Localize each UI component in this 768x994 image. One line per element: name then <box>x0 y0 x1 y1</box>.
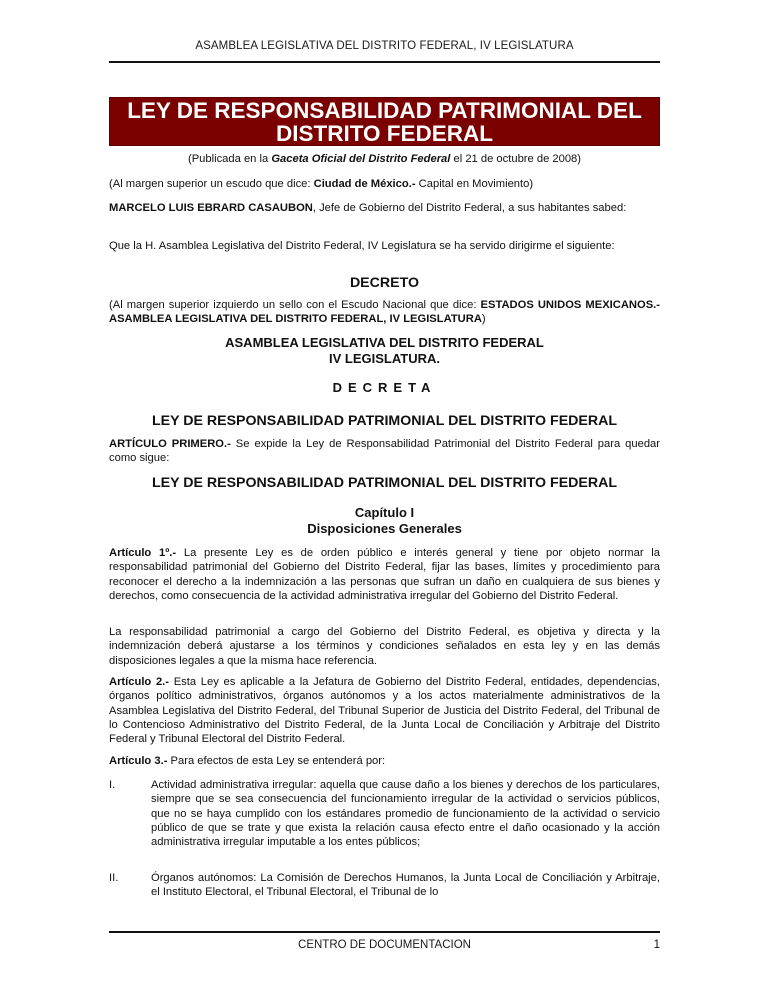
running-header: ASAMBLEA LEGISLATIVA DEL DISTRITO FEDERAL, IV LEGISLATURA <box>195 40 574 52</box>
article-1-text: La presente Ley es de orden público e interés general y tiene por objeto normar la responsabilidad patrimonial del Gobierno del Distrito Federal, fijar las bases, límites y procedimiento para reconocer el derecho a la indemnización a las personas que sufran un daño en cualquiera de sus bienes y derechos, como consecuencia de la actividad administrativa irregular del Gobierno del Distrito Federal. <box>109 547 660 602</box>
assembly-line-1: ASAMBLEA LEGISLATIVA DEL DISTRITO FEDERAL <box>225 335 544 350</box>
article-2 <box>109 675 660 746</box>
governor-paragraph <box>109 201 660 215</box>
definition-number: I. <box>109 779 116 791</box>
assembly-heading <box>109 335 660 367</box>
article-3 <box>109 754 660 768</box>
seal-note-bold: ESTADOS UNIDOS MEXICANOS.- ASAMBLEA LEGISLATIVA DEL DISTRITO FEDERAL, IV LEGISLATURA <box>109 299 661 326</box>
law-title-line-1: LEY DE RESPONSABILIDAD PATRIMONIAL DEL <box>127 98 642 123</box>
seal-note-suffix: ) <box>481 313 486 326</box>
margin-note-suffix: Capital en Movimiento) <box>415 178 534 190</box>
seal-note <box>109 298 660 327</box>
article-1 <box>109 546 660 603</box>
articulo-primero <box>109 437 660 466</box>
margin-note-bold: Ciudad de México.- <box>313 178 416 190</box>
definition-item <box>109 778 660 868</box>
law-title-banner <box>109 97 660 146</box>
gazette-name: Gaceta Oficial del Distrito Federal <box>271 153 451 165</box>
decreto-heading: DECRETO <box>349 275 420 291</box>
footer-rule <box>109 931 660 933</box>
article-3-text: Para efectos de esta Ley se entenderá por: <box>167 755 386 767</box>
chapter-name: Disposiciones Generales <box>307 521 462 536</box>
definition-text: Órganos autónomos: La Comisión de Derechos Humanos, la Junta Local de Conciliación y Arbitraje, el Instituto Electoral, el Tribunal Electoral, el Tribunal de lo <box>151 872 660 899</box>
page-number: 1 <box>653 939 660 951</box>
articulo-primero-label: ARTÍCULO PRIMERO.- <box>109 438 231 450</box>
law-heading-1: LEY DE RESPONSABILIDAD PATRIMONIAL DEL DISTRITO FEDERAL <box>151 413 618 429</box>
header-rule <box>109 61 660 63</box>
article-3-label: Artículo 3.- <box>109 755 168 767</box>
margin-note-prefix: (Al margen superior un escudo que dice: <box>109 178 314 190</box>
definition-text: Actividad administrativa irregular: aquella que cause daño a los bienes y derechos de los particulares, siempre que se sea consecuencia del funcionamiento irregular de la actividad o servicios públicos, que no se haya cumplido con los estándares promedio de funcionamiento de la actividad o servicio público de que se trate y que exista la relación causa efecto entre el daño ocasionado y la acción administrativa irregular imputable a los entes públicos; <box>151 779 660 849</box>
governor-text: , Jefe de Gobierno del Distrito Federal, a sus habitantes sabed: <box>312 202 627 214</box>
chapter-heading <box>109 505 660 537</box>
law-heading-2: LEY DE RESPONSABILIDAD PATRIMONIAL DEL DISTRITO FEDERAL <box>151 475 618 491</box>
law-title-line-2: DISTRITO FEDERAL <box>275 121 494 146</box>
margin-note <box>109 177 660 191</box>
article-2-label: Artículo 2.- <box>109 676 170 688</box>
publication-prefix: (Publicada en la <box>187 153 272 165</box>
chapter-number: Capítulo I <box>354 505 415 520</box>
intro-paragraph: Que la H. Asamblea Legislativa del Distrito Federal, IV Legislatura se ha servido dirigirme el siguiente: <box>109 240 615 252</box>
decreta-heading: DECRETA <box>332 380 437 395</box>
assembly-line-2: IV LEGISLATURA. <box>329 351 440 366</box>
publication-note <box>109 152 660 166</box>
definition-item <box>109 871 660 901</box>
article-1-paragraph-2 <box>109 625 660 668</box>
publication-suffix: el 21 de octubre de 2008) <box>450 153 582 165</box>
footer-text: CENTRO DE DOCUMENTACION <box>298 939 471 951</box>
article-1-label: Artículo 1º.- <box>109 547 177 559</box>
article-2-text: Esta Ley es aplicable a la Jefatura de Gobierno del Distrito Federal, entidades, dependencias, órganos político administrativos, órganos autónomos y a los actos materialmente administrativos de la Asamblea Legislativa del Distrito Federal, del Tribunal Superior de Justicia del Distrito Federal, del Tribunal de lo Contencioso Administrativo del Distrito Federal, de la Junta Local de Conciliación y Arbitraje del Distrito Federal y Tribunal Electoral del Distrito Federal. <box>109 676 660 746</box>
seal-note-prefix: (Al margen superior izquierdo un sello con el Escudo Nacional que dice: <box>109 299 481 311</box>
articulo-primero-text: Se expide la Ley de Responsabilidad Patrimonial del Distrito Federal para quedar como sigue: <box>109 438 661 465</box>
article-1-paragraph-2-text: La responsabilidad patrimonial a cargo del Gobierno del Distrito Federal, es objetiva y directa y la indemnización deberá ajustarse a los términos y condiciones señalados en esta ley y en las demás disposiciones legales a que la misma hace referencia. <box>109 626 660 667</box>
definition-number: II. <box>109 872 119 884</box>
governor-name: MARCELO LUIS EBRARD CASAUBON <box>109 202 313 214</box>
